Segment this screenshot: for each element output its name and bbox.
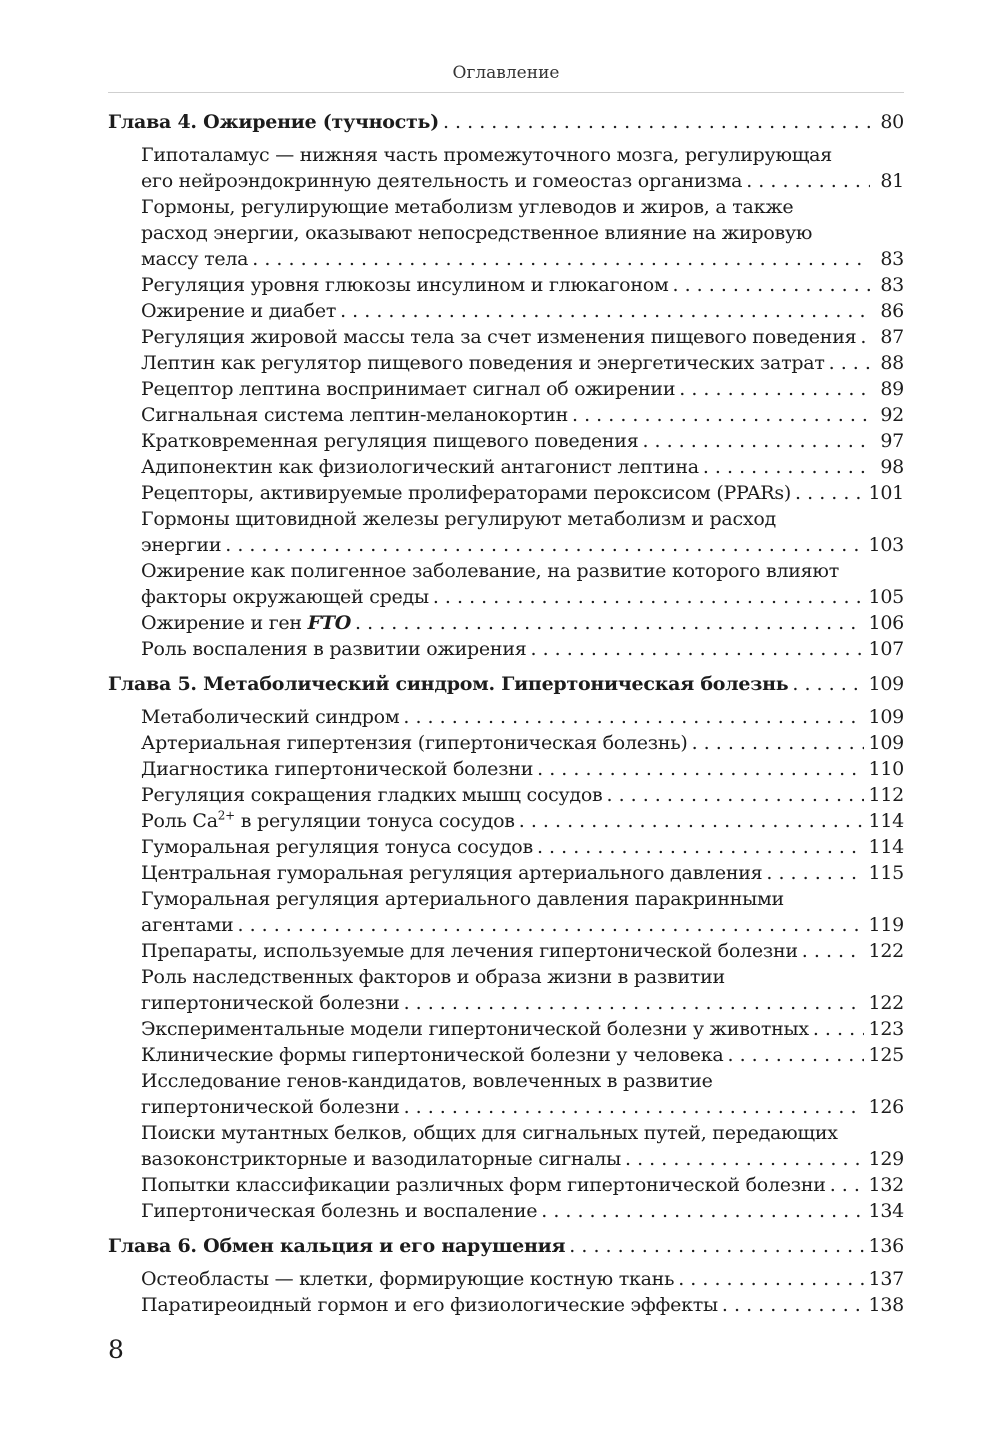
section-title-line: Регуляция уровня глюкозы инсулином и глюкагоном bbox=[141, 274, 669, 296]
section-title bbox=[141, 1042, 723, 1068]
section-title bbox=[141, 298, 336, 324]
section-title-line: Кратковременная регуляция пищевого поведения bbox=[141, 430, 639, 452]
section-title bbox=[141, 246, 248, 272]
section-page: 115 bbox=[868, 862, 904, 884]
section-title-line: Гипоталамус — нижняя часть промежуточного мозга, регулирующая bbox=[141, 144, 832, 166]
dot-leader bbox=[830, 1172, 865, 1198]
section-page: 109 bbox=[868, 732, 904, 754]
dot-leader bbox=[572, 402, 870, 428]
section-title-line: Ожирение и ген bbox=[141, 612, 308, 634]
section-title-line: расход энергии, оказывают непосредственное влияние на жировую bbox=[141, 222, 813, 244]
chapter-title: Глава 5. Метаболический синдром. Гипертоническая болезнь bbox=[108, 673, 789, 695]
dot-leader bbox=[569, 1232, 864, 1260]
section-title bbox=[141, 532, 221, 558]
dot-leader bbox=[252, 246, 870, 272]
toc-entry bbox=[108, 808, 904, 834]
section-title bbox=[141, 402, 568, 428]
section-page: 83 bbox=[880, 274, 904, 296]
section-title-line: факторы окружающей среды bbox=[141, 586, 429, 608]
chapter-heading bbox=[108, 670, 904, 698]
section-title-line: энергии bbox=[141, 534, 222, 556]
toc-entry bbox=[108, 246, 904, 272]
toc-entry bbox=[108, 1042, 904, 1068]
section-title-line: Регуляция сокращения гладких мышц сосудов bbox=[141, 784, 603, 806]
section-title-line: массу тела bbox=[141, 248, 249, 270]
section-title-line: Препараты, используемые для лечения гипертонической болезни bbox=[141, 940, 798, 962]
dot-leader bbox=[829, 350, 870, 376]
gene-name: FTO bbox=[307, 612, 352, 634]
section-title bbox=[141, 1172, 826, 1198]
dot-leader bbox=[355, 610, 864, 636]
dot-leader bbox=[403, 704, 864, 730]
section-title-line: Ожирение и диабет bbox=[141, 300, 337, 322]
section-title bbox=[141, 428, 638, 454]
section-title bbox=[141, 584, 429, 610]
section-page: 125 bbox=[868, 1044, 904, 1066]
section-title-line: Роль Ca bbox=[141, 810, 218, 832]
dot-leader bbox=[860, 324, 870, 350]
section-title-line: Исследование генов-кандидатов, вовлеченных в развитие bbox=[141, 1070, 713, 1092]
section-title bbox=[141, 350, 825, 376]
section-title-line: агентами bbox=[141, 914, 234, 936]
dot-leader bbox=[541, 1198, 864, 1224]
section-title-line: Ожирение как полигенное заболевание, на развитие которого влияют bbox=[141, 560, 839, 582]
toc-entry bbox=[108, 912, 904, 938]
section-title-line: Гормоны щитовидной железы регулируют метаболизм и расход bbox=[141, 508, 776, 530]
dot-leader bbox=[443, 108, 870, 136]
toc-entry bbox=[108, 756, 904, 782]
dot-leader bbox=[703, 454, 870, 480]
toc-entry bbox=[108, 730, 904, 756]
section-title-line: Регуляция жировой массы тела за счет изменения пищевого поведения bbox=[141, 326, 857, 348]
section-title-line: Гипертоническая болезнь и воспаление bbox=[141, 1200, 538, 1222]
toc-entry bbox=[108, 454, 904, 480]
section-title bbox=[141, 636, 527, 662]
dot-leader bbox=[606, 782, 864, 808]
toc-entry bbox=[108, 402, 904, 428]
toc-entry bbox=[108, 610, 904, 636]
toc-entry bbox=[108, 376, 904, 402]
toc-entry bbox=[108, 168, 904, 194]
section-title-line: Артериальная гипертензия (гипертоническая болезнь) bbox=[141, 732, 688, 754]
dot-leader bbox=[537, 756, 864, 782]
dot-leader bbox=[727, 1042, 864, 1068]
page-number: 8 bbox=[108, 1335, 124, 1364]
dot-leader bbox=[404, 1094, 865, 1120]
section-page: 129 bbox=[868, 1148, 904, 1170]
section-page: 109 bbox=[868, 706, 904, 728]
section-title bbox=[141, 756, 533, 782]
section-title bbox=[141, 860, 762, 886]
toc-entry bbox=[108, 324, 904, 350]
section-title bbox=[141, 324, 856, 350]
dot-leader bbox=[678, 1266, 864, 1292]
toc-entry bbox=[108, 704, 904, 730]
section-page: 103 bbox=[868, 534, 904, 556]
section-page: 110 bbox=[868, 758, 904, 780]
toc-entry bbox=[108, 480, 904, 506]
section-page: 107 bbox=[868, 638, 904, 660]
dot-leader bbox=[813, 1016, 865, 1042]
section-title-line: Поиски мутантных белков, общих для сигнальных путей, передающих bbox=[141, 1122, 838, 1144]
section-title bbox=[141, 1146, 621, 1172]
toc-entry bbox=[108, 350, 904, 376]
section-title-line: Остеобласты — клетки, формирующие костную ткань bbox=[141, 1268, 675, 1290]
section-title bbox=[141, 1266, 674, 1292]
dot-leader bbox=[537, 834, 865, 860]
section-title bbox=[141, 1292, 718, 1318]
section-title bbox=[141, 808, 515, 834]
dot-leader bbox=[237, 912, 864, 938]
section-title bbox=[141, 480, 791, 506]
dot-leader bbox=[340, 298, 870, 324]
toc-entry bbox=[108, 636, 904, 662]
section-title-line: его нейроэндокринную деятельность и гомеостаз организма bbox=[141, 170, 743, 192]
section-page: 123 bbox=[868, 1018, 904, 1040]
toc-entry bbox=[108, 584, 904, 610]
section-title-line: Диагностика гипертонической болезни bbox=[141, 758, 534, 780]
chapter-title: Глава 6. Обмен кальция и его нарушения bbox=[108, 1235, 566, 1257]
dot-leader bbox=[802, 938, 865, 964]
section-title bbox=[141, 1198, 537, 1224]
section-page: 83 bbox=[880, 248, 904, 270]
section-page: 86 bbox=[880, 300, 904, 322]
section-title-line: Адипонектин как физиологический антагонист лептина bbox=[141, 456, 699, 478]
toc-chapter bbox=[108, 1232, 904, 1318]
dot-leader bbox=[679, 376, 870, 402]
section-title-line: Рецептор лептина воспринимает сигнал об ожирении bbox=[141, 378, 676, 400]
dot-leader bbox=[692, 730, 865, 756]
section-title bbox=[141, 834, 533, 860]
section-title-line: Попытки классификации различных форм гипертонической болезни bbox=[141, 1174, 826, 1196]
section-page: 119 bbox=[868, 914, 904, 936]
toc-entry bbox=[108, 834, 904, 860]
section-title bbox=[141, 782, 602, 808]
chapter-page: 109 bbox=[868, 673, 904, 695]
section-page: 138 bbox=[868, 1294, 904, 1316]
section-page: 106 bbox=[868, 612, 904, 634]
section-title bbox=[141, 610, 351, 636]
dot-leader bbox=[519, 808, 865, 834]
section-title-line: Лептин как регулятор пищевого поведения и энергетических затрат bbox=[141, 352, 825, 374]
section-page: 114 bbox=[868, 810, 904, 832]
toc-entry bbox=[108, 1146, 904, 1172]
section-page: 92 bbox=[880, 404, 904, 426]
dot-leader bbox=[792, 670, 864, 698]
section-title-line: Рецепторы, активируемые пролифераторами пероксисом (PPARs) bbox=[141, 482, 792, 504]
section-title bbox=[141, 1094, 400, 1120]
chapter-heading bbox=[108, 1232, 904, 1260]
section-page: 126 bbox=[868, 1096, 904, 1118]
dot-leader bbox=[625, 1146, 864, 1172]
section-title-line: Экспериментальные модели гипертонической болезни у животных bbox=[141, 1018, 809, 1040]
dot-leader bbox=[795, 480, 864, 506]
section-page: 105 bbox=[868, 586, 904, 608]
section-title-line: гипертонической болезни bbox=[141, 992, 400, 1014]
section-page: 114 bbox=[868, 836, 904, 858]
toc-entry bbox=[108, 1198, 904, 1224]
section-page: 122 bbox=[868, 940, 904, 962]
header-rule bbox=[108, 92, 904, 93]
toc-entry bbox=[108, 272, 904, 298]
section-page: 97 bbox=[880, 430, 904, 452]
section-title-line: вазоконстрикторные и вазодилаторные сигналы bbox=[141, 1148, 622, 1170]
section-title-line: гипертонической болезни bbox=[141, 1096, 400, 1118]
section-title bbox=[141, 376, 675, 402]
running-head: Оглавление bbox=[452, 63, 560, 83]
section-title-line: Роль воспаления в развитии ожирения bbox=[141, 638, 527, 660]
section-page: 132 bbox=[868, 1174, 904, 1196]
dot-leader bbox=[433, 584, 865, 610]
section-title-line: Метаболический синдром bbox=[141, 706, 400, 728]
section-page: 89 bbox=[880, 378, 904, 400]
toc-chapter bbox=[108, 670, 904, 1224]
section-title bbox=[141, 730, 688, 756]
chapter-title: Глава 4. Ожирение (тучность) bbox=[108, 111, 439, 133]
dot-leader bbox=[722, 1292, 865, 1318]
dot-leader bbox=[673, 272, 871, 298]
section-title-line: Гуморальная регуляция тонуса сосудов bbox=[141, 836, 533, 858]
section-title bbox=[141, 272, 669, 298]
toc-entry bbox=[108, 1292, 904, 1318]
section-page: 134 bbox=[868, 1200, 904, 1222]
section-page: 81 bbox=[880, 170, 904, 192]
section-title bbox=[141, 454, 699, 480]
section-title bbox=[141, 704, 399, 730]
section-title-line: Клинические формы гипертонической болезни у человека bbox=[141, 1044, 724, 1066]
toc-entry bbox=[108, 782, 904, 808]
section-title bbox=[141, 912, 233, 938]
dot-leader bbox=[225, 532, 864, 558]
toc-entry bbox=[108, 532, 904, 558]
section-title bbox=[141, 990, 400, 1016]
toc-entry bbox=[108, 428, 904, 454]
toc-entry bbox=[108, 298, 904, 324]
chapter-page: 80 bbox=[880, 111, 904, 133]
section-title-line: Сигнальная система лептин-меланокортин bbox=[141, 404, 568, 426]
section-page: 87 bbox=[880, 326, 904, 348]
chapter-heading bbox=[108, 108, 904, 136]
section-title-line: Гуморальная регуляция артериального давления паракринными bbox=[141, 888, 784, 910]
section-title-line: Роль наследственных факторов и образа жизни в развитии bbox=[141, 966, 725, 988]
dot-leader bbox=[766, 860, 864, 886]
section-title bbox=[141, 1016, 809, 1042]
section-page: 122 bbox=[868, 992, 904, 1014]
toc-entry bbox=[108, 1016, 904, 1042]
section-page: 101 bbox=[868, 482, 904, 504]
toc-entry bbox=[108, 938, 904, 964]
ion-charge: 2+ bbox=[217, 808, 235, 823]
dot-leader bbox=[642, 428, 870, 454]
dot-leader bbox=[746, 168, 870, 194]
toc-entry bbox=[108, 1266, 904, 1292]
section-title-line: Центральная гуморальная регуляция артериального давления bbox=[141, 862, 763, 884]
section-title-line: Паратиреоидный гормон и его физиологические эффекты bbox=[141, 1294, 718, 1316]
toc-entry bbox=[108, 1094, 904, 1120]
dot-leader bbox=[531, 636, 865, 662]
toc-entry bbox=[108, 990, 904, 1016]
section-title-line: Гормоны, регулирующие метаболизм углеводов и жиров, а также bbox=[141, 196, 794, 218]
section-title bbox=[141, 938, 798, 964]
chapter-page: 136 bbox=[868, 1235, 904, 1257]
dot-leader bbox=[404, 990, 865, 1016]
section-page: 112 bbox=[868, 784, 904, 806]
toc-entry bbox=[108, 860, 904, 886]
toc-chapter bbox=[108, 108, 904, 662]
section-title bbox=[141, 168, 742, 194]
toc-entry bbox=[108, 1172, 904, 1198]
section-page: 98 bbox=[880, 456, 904, 478]
section-page: 137 bbox=[868, 1268, 904, 1290]
section-page: 88 bbox=[880, 352, 904, 374]
section-title-tail: в регуляции тонуса сосудов bbox=[235, 810, 515, 832]
table-of-contents bbox=[108, 108, 904, 1326]
